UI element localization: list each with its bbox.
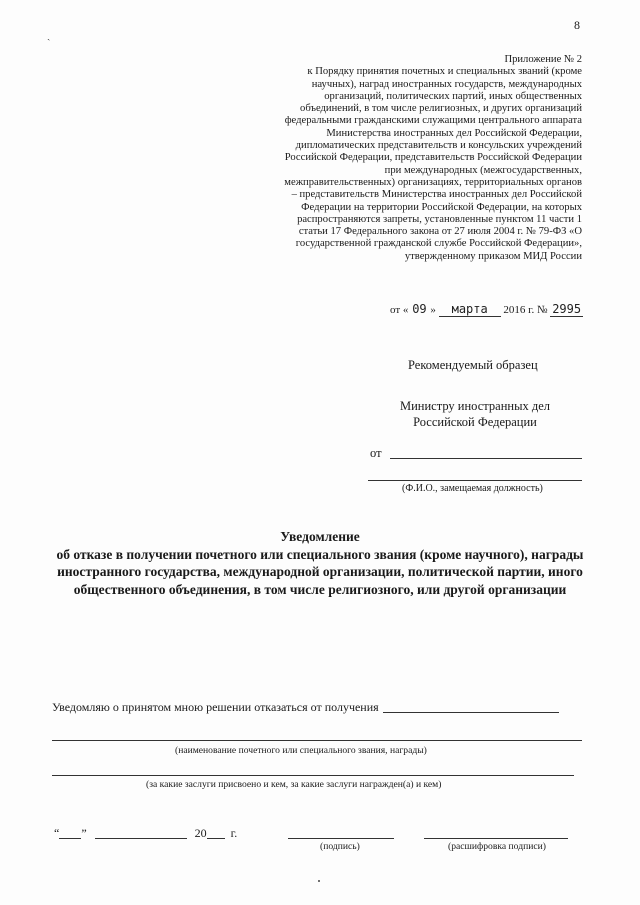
appendix-title: Приложение № 2 [504,54,582,65]
date-row [54,826,237,841]
notify-text: Уведомляю о принятом мною решении отказаться от получения [52,700,379,714]
appendix-header [282,54,582,263]
year-prefix: 20 [194,826,207,840]
page-number: 8 [574,18,580,32]
merits-field[interactable] [52,775,574,776]
order-month: марта [439,302,501,317]
from-field[interactable] [390,458,582,459]
fio-hint: (Ф.И.О., замещаемая должность) [402,483,543,494]
merits-hint: (за какие заслуги присвоено и кем, за какие заслуги награжден(а) и кем) [146,779,442,790]
appendix-text: к Порядку принятия почетных и специальных званий (кроме научных), наград иностранных государств, международных организаций, политических партий, иных общественных объединений, в том числе религиозных, и других организаций федеральными гражданскими служащими центрального аппарата Министерства иностранных дел Российской Федерации, дипломатических представительств и консульских учреждений Российской Федерации, представительств Российской Федерации при международных (межгосударственных, межправительственных) организациях, территориальных органов – представительств Министерства иностранных дел Российской Федерации на территории Российской Федерации, на которых распространяются запреты, установленные пунктом 11 части 1 статьи 17 Федерального закона от 27 июля 2004 г. № 79-ФЗ «О государственной гражданской службе Российской Федерации», утвержденному приказом МИД России [284,66,582,262]
month-field[interactable] [95,838,187,839]
close-quote: ” [81,826,87,840]
order-day: 09 [412,302,427,316]
document-title [40,528,600,598]
order-number: 2995 [552,302,582,316]
from-label: от [370,446,382,460]
order-year: 2016 г. № [503,304,548,316]
order-mid: » [430,304,436,316]
notify-row [52,700,559,715]
from-row [370,446,582,461]
decoding-hint: (расшифровка подписи) [448,841,546,852]
order-prefix: от « [390,304,409,316]
sample-label: Рекомендуемый образец [408,358,538,372]
addressee: Министру иностранных дел Российской Федерации [399,399,550,429]
award-field-start[interactable] [383,712,559,713]
signature-hint: (подпись) [320,841,360,852]
decoding-field[interactable] [424,838,568,839]
year-suffix: г. [230,826,238,840]
scan-dot [318,880,320,882]
day-field[interactable] [59,838,81,839]
award-hint: (наименование почетного или специального звания, награды) [175,745,427,756]
scan-speck: ˎ [47,30,51,41]
year-field[interactable] [207,838,225,839]
award-field[interactable] [52,740,582,741]
order-reference [390,302,583,317]
signature-field[interactable] [288,838,394,839]
title-heading: Уведомление [280,529,360,544]
title-subtitle: об отказе в получении почетного или специального звания (кроме научного), награды иностранного государства, международной организации, политической партии, иного общественного объединения, в том числе религиозного, или другой организации [56,546,584,597]
fio-field[interactable] [368,480,582,481]
open-quote: “ [54,826,60,840]
